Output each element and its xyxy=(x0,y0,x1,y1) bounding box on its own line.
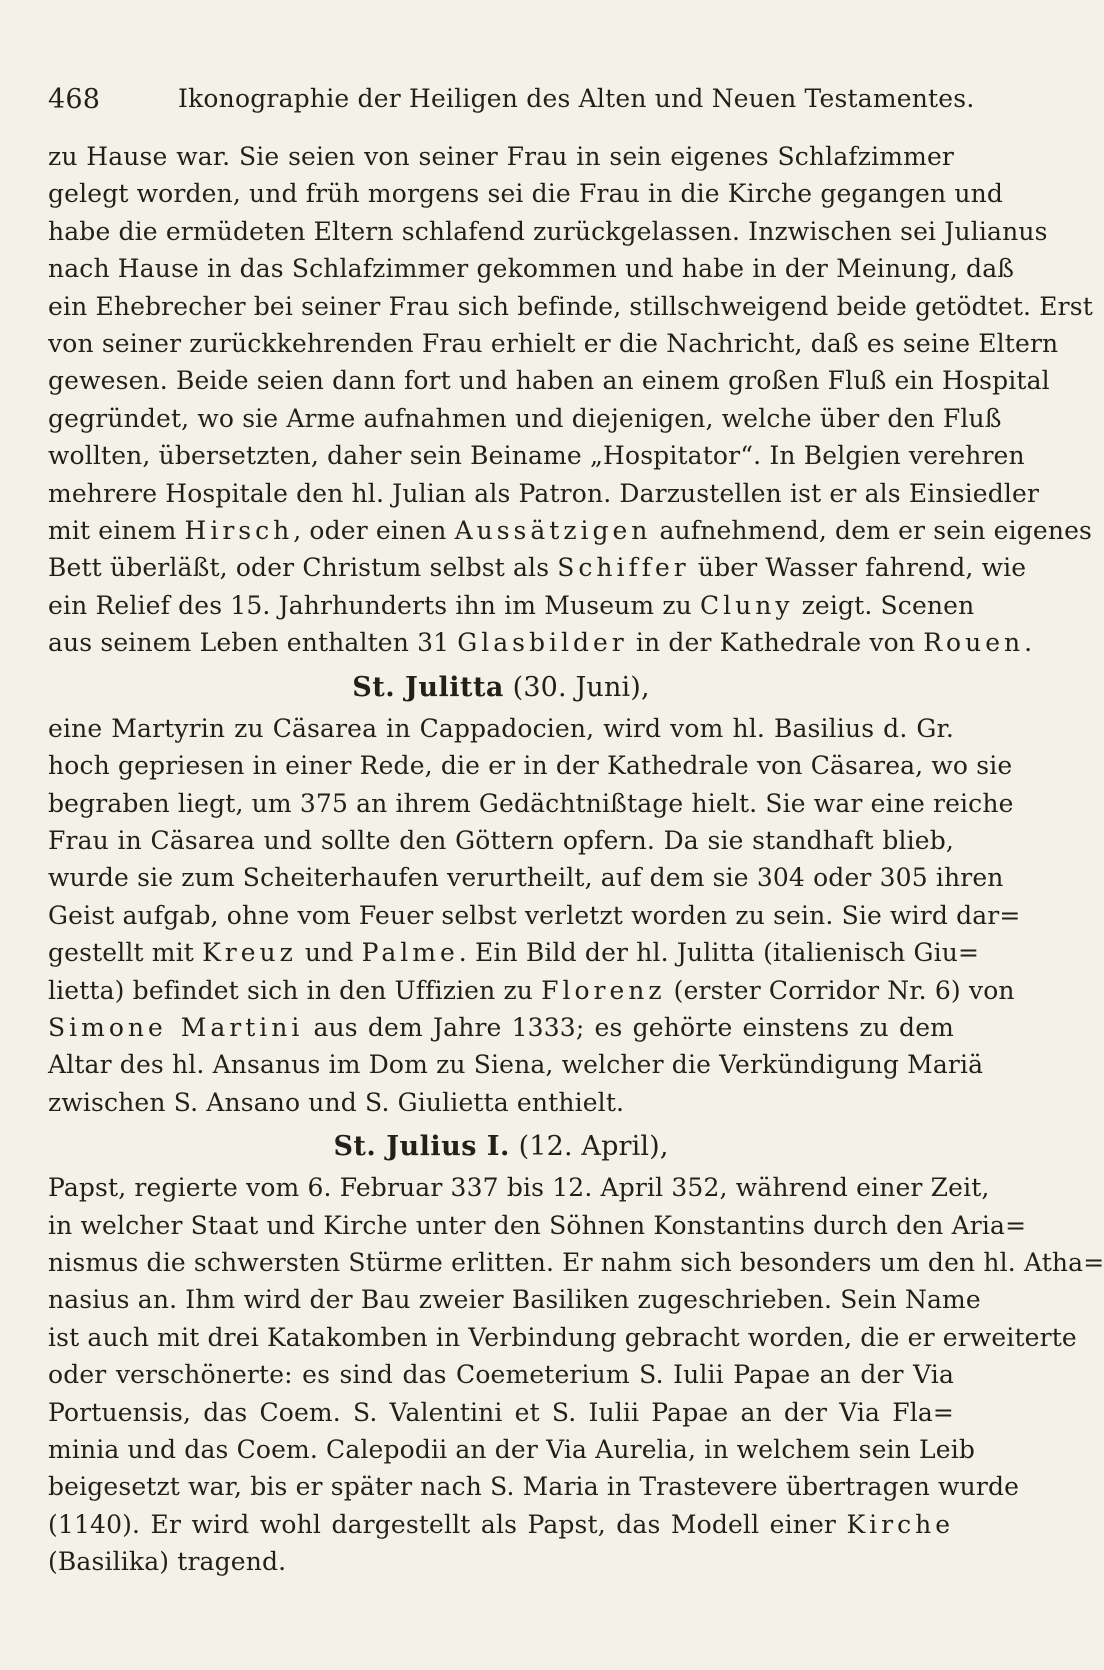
spaced-term: Simone Martini xyxy=(48,1012,304,1042)
page-body xyxy=(48,138,1104,1581)
page-header xyxy=(48,78,975,118)
text-run: , oder einen xyxy=(293,516,455,546)
spaced-term: Kreuz xyxy=(202,938,297,968)
text-line: beigesetzt war, bis er später nach S. Maria in Trastevere übertragen wurde xyxy=(48,1472,1020,1502)
text-line: mehrere Hospitale den hl. Julian als Patron. Darzustellen ist er als Einsiedler xyxy=(48,478,1040,508)
text-line: oder verschönerte: es sind das Coemeterium S. Iulii Papae an der Via xyxy=(48,1360,954,1390)
text-line: wollten, übersetzten, daher sein Beiname „Hospitator“. In Belgien verehren xyxy=(48,441,1025,471)
text-line: Frau in Cäsarea und sollte den Göttern opfern. Da sie standhaft blieb, xyxy=(48,825,954,855)
feast-date: (30. Juni), xyxy=(503,671,650,703)
julitta-entry xyxy=(48,666,1021,1121)
text-line: Altar des hl. Ansanus im Dom zu Siena, welcher die Verkündigung Mariä xyxy=(48,1050,984,1080)
text-line: ist auch mit drei Katakomben in Verbindung gebracht worden, die er erweiterte xyxy=(48,1322,1077,1352)
text-run: aus seinem Leben enthalten 31 xyxy=(48,628,458,658)
julianus-continuation xyxy=(48,138,1093,662)
spaced-term: Florenz xyxy=(541,975,666,1005)
text-line: nismus die schwersten Stürme erlitten. Er nahm sich besonders um den hl. Atha= xyxy=(48,1247,1104,1277)
text-line: hoch gepriesen in einer Rede, die er in der Kathedrale von Cäsarea, wo sie xyxy=(48,751,1013,781)
text-run: lietta) befindet sich in den Uffizien zu xyxy=(48,975,542,1005)
text-line: zwischen S. Ansano und S. Giulietta enthielt. xyxy=(48,1087,625,1117)
text-line: gewesen. Beide seien dann fort und haben an einem großen Fluß ein Hospital xyxy=(48,366,1050,396)
text-line: ein Ehebrecher bei seiner Frau sich befinde, stillschweigend beide getödtet. Erst xyxy=(48,291,1093,321)
spaced-term: Kirche xyxy=(846,1509,954,1539)
spaced-term: Cluny xyxy=(700,590,794,620)
spaced-term: Aussätzigen xyxy=(454,516,652,546)
text-line: in welcher Staat und Kirche unter den Söhnen Konstantins durch den Aria= xyxy=(48,1210,1027,1240)
text-line: gegründet, wo sie Arme aufnahmen und diejenigen, welche über den Fluß xyxy=(48,403,1002,433)
text-line: begraben liegt, um 375 an ihrem Gedächtnißtage hielt. Sie war eine reiche xyxy=(48,788,1014,818)
text-run: (1140). Er wird wohl dargestellt als Papst, das Modell einer xyxy=(48,1509,847,1539)
text-line: nasius an. Ihm wird der Bau zweier Basiliken zugeschrieben. Sein Name xyxy=(48,1285,981,1315)
text-run: und xyxy=(296,938,362,968)
text-line xyxy=(48,587,975,624)
text-line xyxy=(48,934,980,971)
text-line: eine Martyrin zu Cäsarea in Cappadocien, wird vom hl. Basilius d. Gr. xyxy=(48,713,954,743)
text-run: aufnehmend, dem er sein eigenes xyxy=(651,516,1093,546)
text-line xyxy=(48,549,1027,586)
text-line xyxy=(48,1009,954,1046)
text-run: über Wasser fahrend, wie xyxy=(689,553,1027,583)
text-line: Portuensis, das Coem. S. Valentini et S. Iulii Papae an der Via Fla= xyxy=(48,1397,954,1427)
text-line: Papst, regierte vom 6. Februar 337 bis 12. April 352, während einer Zeit, xyxy=(48,1173,990,1203)
spaced-term: Rouen xyxy=(923,628,1025,658)
text-line: minia und das Coem. Calepodii an der Via Aurelia, in welchem sein Leib xyxy=(48,1435,976,1464)
text-run: . Ein Bild der hl. Julitta (italienisch Giu= xyxy=(458,938,980,968)
text-line xyxy=(48,972,1015,1009)
text-line: zu Hause war. Sie seien von seiner Frau in sein eigenes Schlafzimmer xyxy=(48,142,954,171)
text-line: gelegt worden, und früh morgens sei die Frau in die Kirche gegangen und xyxy=(48,179,1003,209)
entry-heading xyxy=(48,666,954,710)
text-line xyxy=(48,1506,954,1543)
saint-name: St. Julitta xyxy=(352,671,504,703)
text-line: (Basilika) tragend. xyxy=(48,1547,287,1577)
text-line: wurde sie zum Scheiterhaufen verurtheilt, auf dem sie 304 oder 305 ihren xyxy=(48,863,1004,893)
spaced-term: Schiffer xyxy=(557,553,690,583)
spaced-term: Palme xyxy=(361,938,459,968)
running-title: Ikonographie der Heiligen des Alten und Neuen Testamentes. xyxy=(178,84,975,113)
spaced-term: Glasbilder xyxy=(457,628,628,658)
text-run: Bett überläßt, oder Christum selbst als xyxy=(48,553,558,583)
text-run: ein Relief des 15. Jahrhunderts ihn im Museum zu xyxy=(48,590,701,620)
text-line xyxy=(48,512,1093,549)
text-line: nach Hause in das Schlafzimmer gekommen und habe in der Meinung, daß xyxy=(48,254,1015,284)
saint-name: St. Julius I. xyxy=(333,1131,510,1163)
text-run: . xyxy=(1024,628,1033,658)
feast-date: (12. April), xyxy=(509,1131,669,1163)
page-number: 468 xyxy=(48,84,101,115)
text-run: (erster Corridor Nr. 6) von xyxy=(665,975,1015,1005)
text-line xyxy=(48,624,1033,661)
julius-entry xyxy=(48,1125,1104,1580)
text-line: habe die ermüdeten Eltern schlafend zurückgelassen. Inzwischen sei Julianus xyxy=(48,216,1048,246)
text-line: Geist aufgab, ohne vom Feuer selbst verletzt worden zu sein. Sie wird dar= xyxy=(48,900,1021,930)
text-run: mit einem xyxy=(48,516,185,546)
text-run: gestellt mit xyxy=(48,938,203,968)
text-run: aus dem Jahre 1333; es gehörte einstens zu dem xyxy=(303,1012,954,1042)
text-line: von seiner zurückkehrenden Frau erhielt er die Nachricht, daß es seine Eltern xyxy=(48,329,1059,359)
spaced-term: Hirsch xyxy=(184,516,294,546)
text-run: zeigt. Scenen xyxy=(793,590,975,620)
text-run: in der Kathedrale von xyxy=(627,628,924,658)
entry-heading xyxy=(48,1125,954,1169)
